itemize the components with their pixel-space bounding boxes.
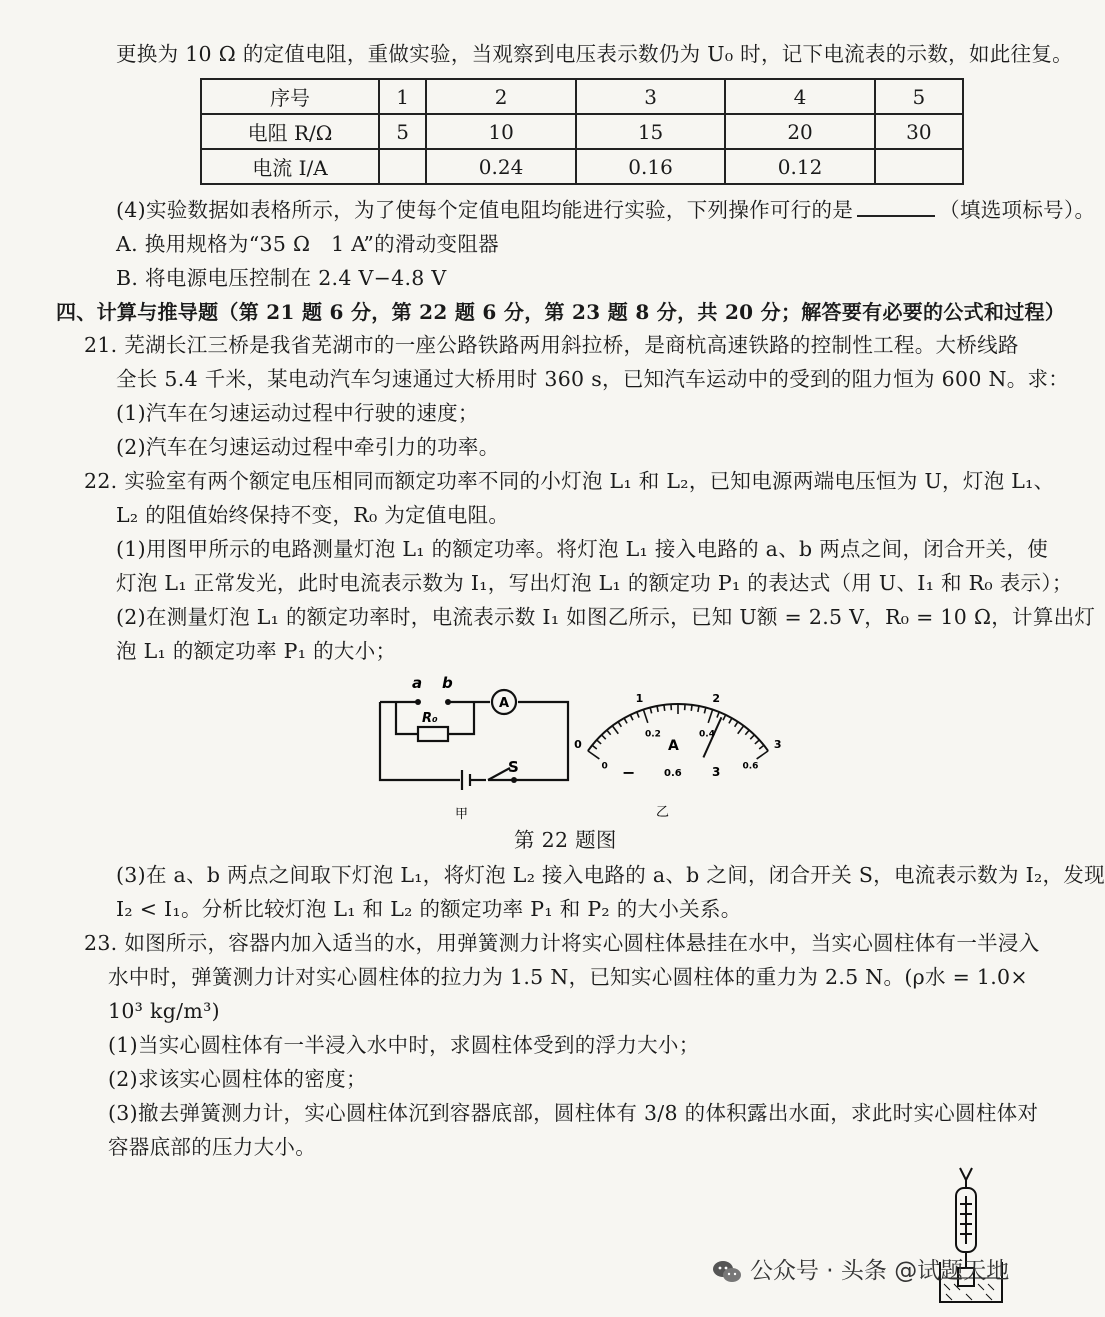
table-cell: 0.12 (725, 149, 874, 184)
table-cell: 电阻 R/Ω (201, 114, 379, 149)
table-cell: 2 (426, 79, 575, 114)
table-cell: 3 (576, 79, 725, 114)
meter-tick (612, 726, 618, 734)
table-cell: 电流 I/A (201, 149, 379, 184)
answer-blank (857, 197, 935, 217)
table-cell: 0.24 (426, 149, 575, 184)
label-yi: 乙 (656, 805, 670, 820)
section4-title: 四、计算与推导题（第 21 题 6 分，第 22 题 6 分，第 23 题 8 分，共 20 分；解答要有必要的公式和过程） (56, 300, 1066, 324)
q4-option-a: A. 换用规格为“35 Ω 1 A”的滑动变阻器 (116, 232, 499, 256)
table-row (201, 149, 963, 184)
table-cell: 5 (379, 114, 426, 149)
table-cell: 20 (725, 114, 874, 149)
table-cell: 序号 (201, 79, 379, 114)
label-b: b (442, 674, 453, 692)
q21-sub2: (2)汽车在匀速运动过程中牵引力的功率。 (116, 435, 500, 459)
q4-stem (116, 196, 1095, 224)
q4-stem-b: （填选项标号）。 (939, 198, 1096, 222)
q23-line3: 10³ kg/m³) (108, 999, 220, 1023)
q22-sub2-b: 泡 L₁ 的额定功率 P₁ 的大小； (116, 639, 397, 663)
terminal-minus: − (622, 763, 636, 782)
table-cell: 0.16 (576, 149, 725, 184)
q21-line2: 全长 5.4 千米，某电动汽车匀速通过大桥用时 360 s，已知汽车运动中的受到的阻力恒为 600 N。求： (116, 367, 1070, 391)
wechat-icon (712, 1259, 742, 1285)
intro-line: 更换为 10 Ω 的定值电阻，重做实验，当观察到电压表示数仍为 U₀ 时，记下电流表的示数，如此往复。 (116, 42, 1073, 66)
meter-scale-bottom-label: 0.4 (699, 729, 716, 740)
label-a: a (412, 674, 423, 692)
meter-scale-bottom-label: 0.6 (742, 761, 759, 772)
spring-scale-figure (916, 1160, 1016, 1310)
ammeter-dial (574, 664, 784, 834)
terminal-3: 3 (712, 765, 721, 779)
meter-scale-top-label: 2 (712, 692, 721, 706)
q23-sub1: (1)当实心圆柱体有一半浸入水中时，求圆柱体受到的浮力大小； (108, 1033, 700, 1057)
watermark-text: 公众号 · 头条 @试题天地 (750, 1258, 1010, 1284)
q22-sub1-a: (1)用图甲所示的电路测量灯泡 L₁ 的额定功率。将灯泡 L₁ 接入电路的 a、b 两点之间，闭合开关，使 (116, 537, 1049, 561)
q22-line2: L₂ 的阻值始终保持不变，R₀ 为定值电阻。 (116, 503, 510, 527)
meter-scale-top-label: 0 (574, 738, 582, 752)
table-cell: 4 (725, 79, 874, 114)
meter-scale-top-label: 1 (635, 692, 644, 706)
q23-sub2: (2)求该实心圆柱体的密度； (108, 1067, 367, 1091)
label-s: S (508, 758, 519, 776)
label-ammeter: A (499, 696, 510, 711)
table-row (201, 79, 963, 114)
q23-line1: 23. 如图所示，容器内加入适当的水，用弹簧测力计将实心圆柱体悬挂在水中，当实心圆柱体有一半浸入 (84, 931, 1040, 955)
meter-scale-bottom-label: 0.2 (644, 729, 661, 740)
table-cell: 10 (426, 114, 575, 149)
q22-sub3-b: I₂ < I₁。分析比较灯泡 L₁ 和 L₂ 的额定功率 P₁ 和 P₂ 的大小关系。 (116, 897, 742, 921)
meter-scale-bottom-label: 0 (601, 761, 608, 772)
table-cell: 5 (875, 79, 963, 114)
table-row (201, 114, 963, 149)
q23-line2: 水中时，弹簧测力计对实心圆柱体的拉力为 1.5 N，已知实心圆柱体的重力为 2.5 N。(ρ水 = 1.0× (108, 965, 1028, 989)
table-cell (875, 149, 963, 184)
q4-option-b: B. 将电源电压控制在 2.4 V−4.8 V (116, 266, 447, 290)
q23-sub3-a: (3)撤去弹簧测力计，实心圆柱体沉到容器底部，圆柱体有 3/8 的体积露出水面，求此时实心圆柱体对 (108, 1101, 1039, 1125)
meter-unit: A (668, 738, 679, 754)
table-cell: 1 (379, 79, 426, 114)
meter-tick (757, 751, 768, 759)
meter-tick (708, 710, 712, 723)
meter-tick (643, 710, 647, 723)
meter-scale-top-label: 3 (773, 738, 782, 752)
q22-sub2-a: (2)在测量灯泡 L₁ 的额定功率时，电流表示数 I₁ 如图乙所示，已知 U额 = 2.5 V，R₀ = 10 Ω，计算出灯 (116, 605, 1096, 629)
label-jia: 甲 (455, 807, 469, 822)
q21-line1: 21. 芜湖长江三桥是我省芜湖市的一座公路铁路两用斜拉桥，是商杭高速铁路的控制性工程。大桥线路 (84, 333, 1019, 357)
circuit-diagram (370, 668, 580, 828)
data-table (200, 78, 964, 185)
table-cell: 30 (875, 114, 963, 149)
q21-sub1: (1)汽车在匀速运动过程中行驶的速度； (116, 401, 479, 425)
q22-sub1-b: 灯泡 L₁ 正常发光，此时电流表示数为 I₁，写出灯泡 L₁ 的额定功 P₁ 的表达式（用 U、I₁ 和 R₀ 表示）； (116, 571, 1073, 595)
meter-tick (738, 726, 744, 734)
table-cell (379, 149, 426, 184)
watermark (712, 1252, 1009, 1285)
q22-sub3-a: (3)在 a、b 两点之间取下灯泡 L₁，将灯泡 L₂ 接入电路的 a、b 之间，闭合开关 S，电流表示数为 I₂，发现 (116, 863, 1105, 887)
table-cell: 15 (576, 114, 725, 149)
q4-stem-a: (4)实验数据如表格所示，为了使每个定值电阻均能进行实验，下列操作可行的是 (116, 198, 854, 222)
figure-caption: 第 22 题图 (514, 828, 617, 852)
q23-sub3-b: 容器底部的压力大小。 (108, 1135, 316, 1159)
terminal-06: 0.6 (664, 768, 682, 779)
meter-tick (588, 751, 599, 759)
q22-line1: 22. 实验室有两个额定电压相同而额定功率不同的小灯泡 L₁ 和 L₂，已知电源两端电压恒为 U，灯泡 L₁、 (84, 469, 1055, 493)
label-r0: R₀ (422, 711, 438, 726)
